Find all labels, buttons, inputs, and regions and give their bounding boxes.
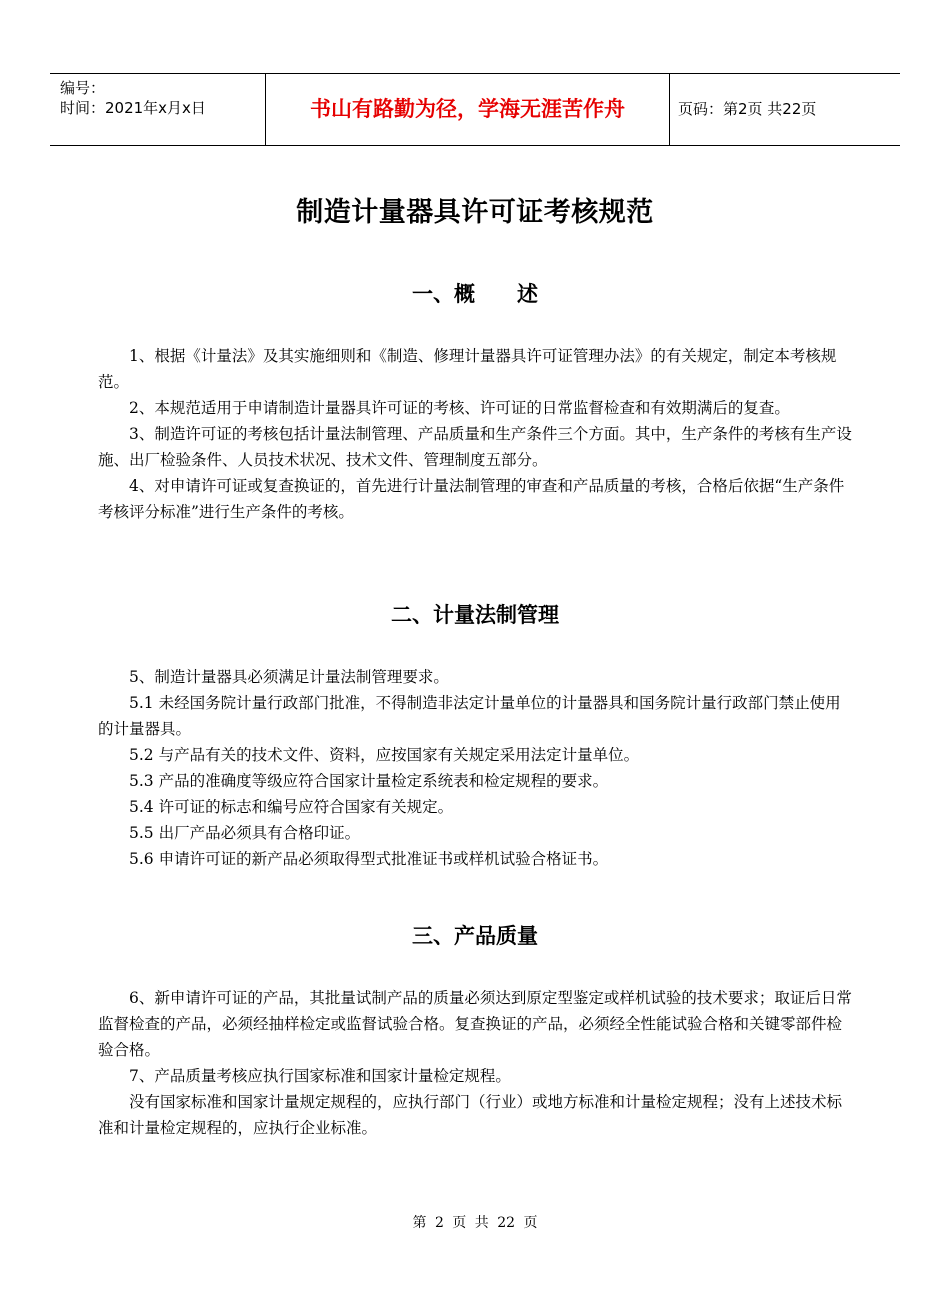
header-time-label: 时间：2021年x月x日 <box>60 99 206 117</box>
document-title: 制造计量器具许可证考核规范 <box>296 197 654 228</box>
paragraph: 7、产品质量考核应执行国家标准和国家计量检定规程。 <box>129 1067 511 1085</box>
paragraph: 6、新申请许可证的产品，其批量试制产品的质量必须达到原定型鉴定或样机试验的技术要求；取证后日常监督检查的产品，必须经抽样检定或监督试验合格。复查换证的产品，必须经全性能试验合格和关键零部件检验合格。 <box>98 989 852 1059</box>
paragraph: 5.6 申请许可证的新产品必须取得型式批准证书或样机试验合格证书。 <box>129 850 609 868</box>
section-heading-product-quality: 三、产品质量 <box>412 924 538 948</box>
section-body-legal-management <box>98 664 854 872</box>
header-meta <box>60 78 206 118</box>
page-footer: 第 2 页 共 22 页 <box>412 1215 538 1231</box>
section-heading-overview: 一、概 述 <box>412 282 538 306</box>
paragraph: 5.3 产品的准确度等级应符合国家计量检定系统表和检定规程的要求。 <box>129 772 609 790</box>
header-number-label: 编号： <box>60 79 106 97</box>
page-header <box>50 73 900 146</box>
section-body-product-quality <box>98 985 854 1141</box>
paragraph: 2、本规范适用于申请制造计量器具许可证的考核、许可证的日常监督检查和有效期满后的复查。 <box>129 399 790 417</box>
paragraph: 5.5 出厂产品必须具有合格印证。 <box>129 824 361 842</box>
paragraph: 5.2 与产品有关的技术文件、资料，应按国家有关规定采用法定计量单位。 <box>129 746 640 764</box>
header-page-label: 页码：第2页 共22页 <box>678 100 817 118</box>
section-heading-legal-management: 二、计量法制管理 <box>391 603 559 627</box>
section-body-overview <box>98 343 854 525</box>
header-divider <box>669 74 670 145</box>
paragraph: 5.4 许可证的标志和编号应符合国家有关规定。 <box>129 798 454 816</box>
paragraph: 3、制造许可证的考核包括计量法制管理、产品质量和生产条件三个方面。其中，生产条件的考核有生产设施、出厂检验条件、人员技术状况、技术文件、管理制度五部分。 <box>98 425 852 469</box>
paragraph: 没有国家标准和国家计量规定规程的，应执行部门（行业）或地方标准和计量检定规程；没有上述技术标准和计量检定规程的，应执行企业标准。 <box>98 1093 843 1137</box>
paragraph: 1、根据《计量法》及其实施细则和《制造、修理计量器具许可证管理办法》的有关规定，制定本考核规范。 <box>98 347 837 391</box>
paragraph: 5.1 未经国务院计量行政部门批准，不得制造非法定计量单位的计量器具和国务院计量行政部门禁止使用的计量器具。 <box>98 694 841 738</box>
paragraph: 4、对申请许可证或复查换证的，首先进行计量法制管理的审查和产品质量的考核，合格后依据“生产条件考核评分标准”进行生产条件的考核。 <box>98 477 845 521</box>
header-motto: 书山有路勤为径，学海无涯苦作舟 <box>310 97 625 121</box>
paragraph: 5、制造计量器具必须满足计量法制管理要求。 <box>129 668 449 686</box>
